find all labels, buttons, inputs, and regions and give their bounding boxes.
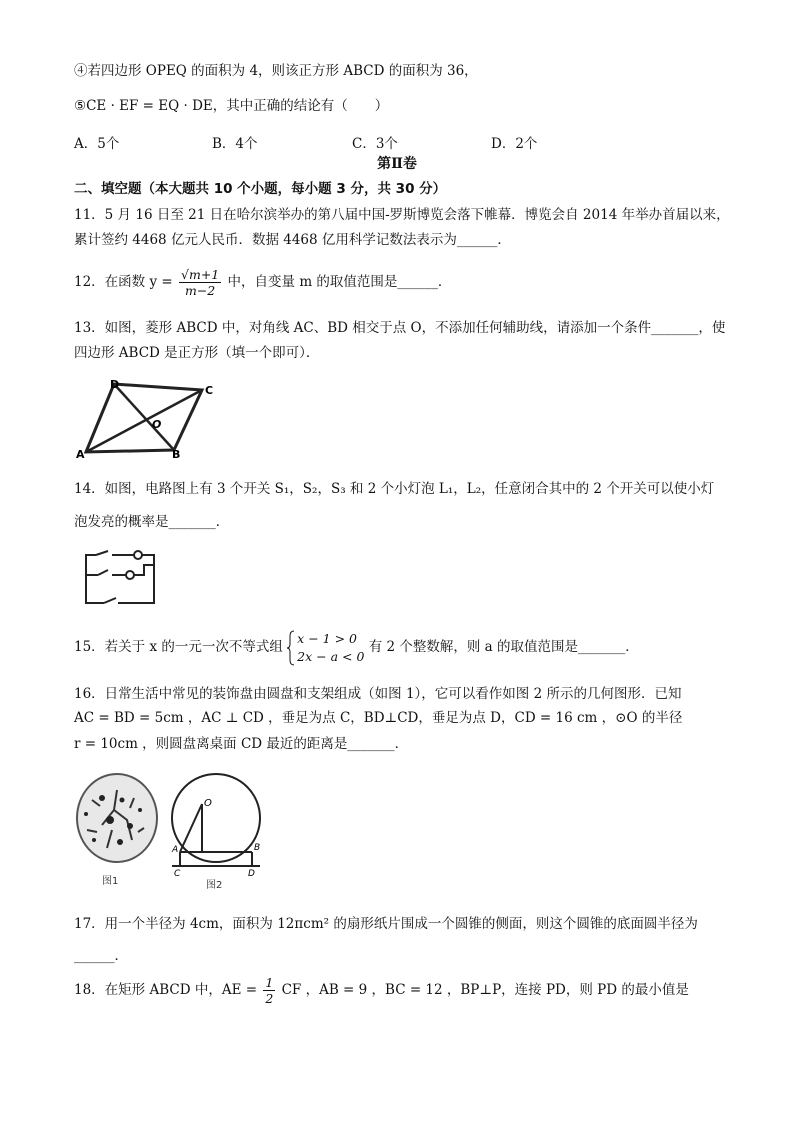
q18-frac-num: 1 bbox=[265, 975, 274, 990]
q12 bbox=[74, 262, 451, 302]
label-o: O bbox=[204, 798, 212, 809]
q15-prefix: 15．若关于 x 的一元一次不等式组 bbox=[74, 639, 283, 655]
switch-s1 bbox=[96, 551, 108, 555]
q16-line2: AC = BD = 5cm ，AC ⊥ CD ，垂足为点 C，BD⊥CD，垂足为点 D，CD = 16 cm ，⊙O 的半径 bbox=[74, 710, 683, 726]
q16-line3: r = 10cm ，则圆盘离桌面 CD 最近的距离是_______． bbox=[74, 736, 409, 752]
q10-item5: ⑤CE · EF = EQ · DE，其中正确的结论有（ ） bbox=[74, 98, 389, 114]
fig1-caption: 图1 bbox=[102, 876, 119, 887]
label-a: A bbox=[76, 448, 85, 460]
label-c: C bbox=[205, 384, 214, 397]
q17-line1: 17．用一个半径为 4cm，面积为 12πcm² 的扇形纸片围成一个圆锥的侧面，则这个圆锥的底面圆半径为 bbox=[74, 916, 698, 932]
fig2-caption: 图2 bbox=[206, 880, 223, 891]
q17-line2: ______． bbox=[74, 948, 128, 964]
label-d: D bbox=[248, 869, 255, 879]
label-o: O bbox=[152, 418, 162, 431]
label-a: A bbox=[172, 845, 179, 855]
q15 bbox=[74, 627, 639, 667]
q15-ineq1: x − 1 > 0 bbox=[297, 630, 357, 646]
label-c: C bbox=[174, 869, 181, 879]
rhombus-figure bbox=[74, 378, 234, 460]
q16-line1: 16．日常生活中常见的装饰盘由圆盘和支架组成（如图 1），它可以看作如图 2 所示的几何图形．已知 bbox=[74, 686, 682, 702]
q15-system bbox=[287, 630, 364, 666]
option-c: C．3个 bbox=[352, 136, 398, 152]
q18 bbox=[74, 970, 689, 1010]
option-d: D．2个 bbox=[491, 136, 538, 152]
q10-item4: ④若四边形 OPEQ 的面积为 4，则该正方形 ABCD 的面积为 36， bbox=[74, 63, 478, 79]
q11-line1: 11．5 月 16 日至 21 日在哈尔滨举办的第八届中国-罗斯博览会落下帷幕．博览会自 2014 年举办首届以来， bbox=[74, 207, 730, 223]
q14-line1: 14．如图，电路图上有 3 个开关 S₁，S₂，S₃ 和 2 个小灯泡 L₁，L₂，任意闭合其中的 2 个开关可以使小灯 bbox=[74, 481, 715, 497]
segment-oa bbox=[180, 804, 202, 852]
circuit-figure bbox=[74, 543, 166, 609]
plate-photo-figure bbox=[72, 770, 162, 890]
plate-photo-icon bbox=[77, 774, 157, 862]
switch-s3 bbox=[104, 598, 116, 603]
label-b: B bbox=[172, 448, 181, 460]
circle-o bbox=[172, 774, 260, 862]
lamp-l2-icon bbox=[126, 571, 134, 579]
q12-frac-den: m−2 bbox=[184, 283, 216, 298]
brace-icon bbox=[287, 630, 295, 666]
q13-line2: 四边形 ABCD 是正方形（填一个即可）． bbox=[74, 345, 320, 361]
part2-heading: 二、填空题（本大题共 10 个小题，每小题 3 分，共 30 分） bbox=[74, 181, 447, 197]
q12-fraction bbox=[179, 267, 221, 298]
circle-geometry-figure bbox=[168, 770, 268, 892]
q18-frac-den: 2 bbox=[265, 991, 274, 1006]
q18-fraction bbox=[263, 975, 275, 1006]
q15-suffix: 有 2 个整数解，则 a 的取值范围是_______． bbox=[368, 639, 639, 655]
q14-line2: 泡发亮的概率是_______． bbox=[74, 514, 230, 530]
q18-prefix: 18．在矩形 ABCD 中，AE = bbox=[74, 982, 258, 998]
circuit-left-wire bbox=[86, 555, 104, 603]
q13-line1: 13．如图，菱形 ABCD 中，对角线 AC、BD 相交于点 O，不添加任何辅助线，请添加一个条件_______，使 bbox=[74, 320, 726, 336]
label-d: D bbox=[110, 378, 120, 391]
option-a: A．5个 bbox=[74, 136, 120, 152]
q15-ineq2: 2x − a < 0 bbox=[297, 648, 365, 664]
q12-suffix: 中，自变量 m 的取值范围是______． bbox=[227, 274, 452, 290]
q12-prefix: 12．在函数 y = bbox=[74, 274, 173, 290]
lamp-l1-icon bbox=[134, 551, 142, 559]
switch-s2 bbox=[98, 570, 108, 575]
q18-suffix: CF ，AB = 9 ，BC = 12 ，BP⊥P，连接 PD，则 PD 的最小值是 bbox=[281, 982, 689, 998]
l2-wire bbox=[134, 565, 154, 575]
option-b: B．4个 bbox=[212, 136, 258, 152]
q12-frac-num: √m+1 bbox=[181, 267, 220, 282]
diagonal-bd bbox=[114, 384, 174, 450]
diagonal-ac bbox=[86, 390, 202, 452]
q11-line2: 累计签约 4468 亿元人民币．数据 4468 亿用科学记数法表示为______． bbox=[74, 232, 511, 248]
section-title: 第Ⅱ卷 bbox=[377, 156, 417, 172]
label-b: B bbox=[254, 843, 261, 853]
